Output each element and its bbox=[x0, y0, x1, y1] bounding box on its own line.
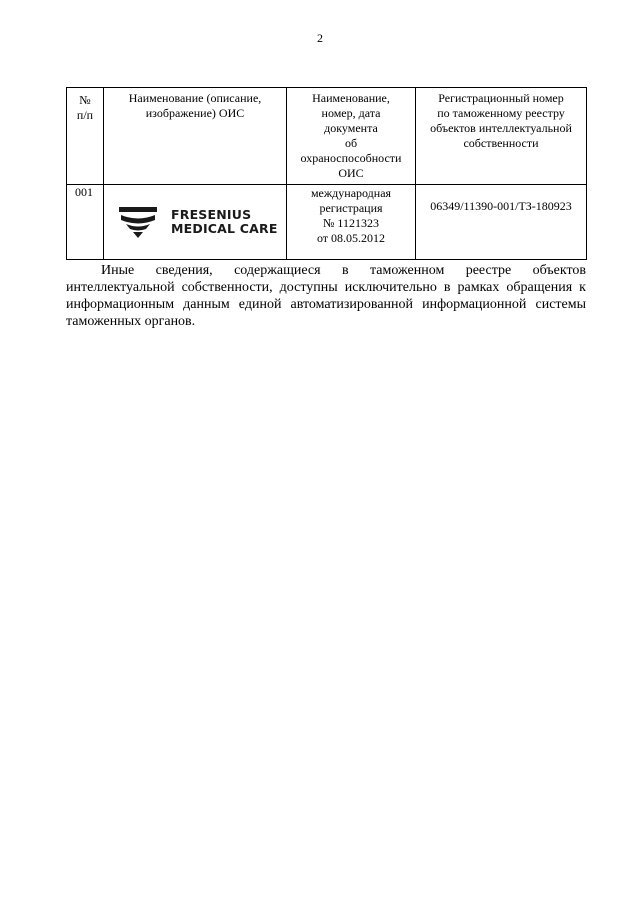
logo-text bbox=[171, 208, 278, 236]
document-info: международная регистрация № 1121323 от 08.05.2012 bbox=[287, 185, 416, 260]
fresenius-symbol-icon bbox=[118, 205, 158, 239]
page-number: 2 bbox=[317, 31, 323, 45]
table-header bbox=[67, 88, 587, 185]
table-row bbox=[67, 185, 587, 260]
header-name: Наименование (описание, изображение) ОИС bbox=[104, 88, 287, 185]
logo-line-1: FRESENIUS bbox=[171, 207, 252, 222]
registration-number: 06349/11390-001/ТЗ-180923 bbox=[416, 185, 587, 260]
header-row bbox=[67, 88, 587, 185]
registry-table bbox=[66, 87, 587, 260]
header-number: № п/п bbox=[67, 88, 104, 185]
fresenius-logo bbox=[104, 205, 286, 239]
header-document: Наименование, номер, дата документа об охраноспособности ОИС bbox=[287, 88, 416, 185]
info-paragraph: Иные сведения, содержащиеся в таможенном реестре объектов интеллектуальной собственности, доступны исключительно в рамках обращения к информационным данным единой автоматизированной информационной системы таможенных органов. bbox=[66, 263, 586, 329]
row-number: 001 bbox=[67, 185, 104, 260]
trademark-image-cell bbox=[104, 185, 287, 260]
header-registration: Регистрационный номер по таможенному реестру объектов интеллектуальной собственности bbox=[416, 88, 587, 185]
logo-line-2: MEDICAL CARE bbox=[171, 221, 278, 236]
